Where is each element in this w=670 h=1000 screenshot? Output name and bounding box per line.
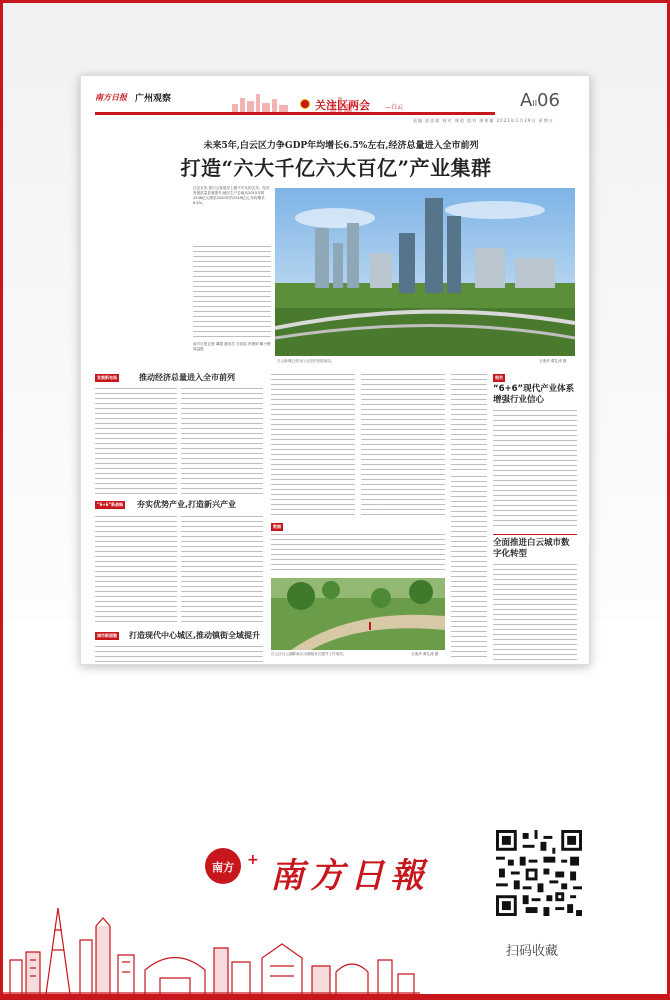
section-tag-4: 数据 bbox=[273, 524, 281, 529]
brand-logo: 南方日报 bbox=[95, 92, 127, 102]
edition-name: 广州观察 bbox=[135, 94, 172, 104]
data-box-text bbox=[271, 534, 445, 574]
byline: 南方日报记者 谭超 通讯员 石钊铭 肖惠婷 隋小俊 周益胜 bbox=[193, 342, 271, 351]
photo2-credit: 石迪华 谭礼涛 摄 bbox=[411, 652, 439, 656]
emblem-icon bbox=[300, 99, 310, 109]
masthead bbox=[95, 88, 575, 128]
body-column-3 bbox=[95, 516, 177, 626]
skyline-photo bbox=[275, 188, 575, 356]
side-rule bbox=[493, 534, 577, 535]
section-tag-3: 城市新面貌 bbox=[97, 633, 117, 638]
svg-text:南方: 南方 bbox=[212, 861, 234, 874]
guangzhou-skyline-illustration bbox=[0, 900, 420, 994]
side-title-2: 全面推进白云城市数字化转型 bbox=[493, 538, 570, 559]
body-column-6 bbox=[271, 374, 355, 519]
section-title-1: 推动经济总量进入全市前列 bbox=[139, 373, 235, 382]
section-tag-1: 发展新布局 bbox=[97, 375, 117, 380]
qr-code[interactable] bbox=[496, 830, 582, 916]
photo-credit: 石迪华 谭礼涛 摄 bbox=[539, 359, 567, 363]
scan-to-save-label: 扫码收藏 bbox=[506, 944, 559, 959]
page-sub: II bbox=[532, 99, 538, 108]
article-subhead: 未来5年,白云区力争GDP年均增长6.5%左右,经济总量进入全市前列 bbox=[203, 141, 479, 151]
nanfang-plus-logo-icon bbox=[205, 846, 261, 886]
section-title-3: 打造现代中心城区,推动镇街全域提升 bbox=[129, 631, 261, 640]
page-digits: 06 bbox=[537, 90, 560, 111]
section-tag-2: “6+6”新战略 bbox=[97, 502, 124, 507]
section-title-2: 夯实优势产业,打造新兴产业 bbox=[137, 500, 237, 509]
lede-text: 过去五年,是白云发展史上极不平凡的五年。经济发展质量显著提升,地区生产总值从2015年的1538亿元增至2020年的2249亿元,年均增长6.4%。 bbox=[193, 186, 270, 205]
photo2-caption: 白云区白云湖畔新区出境服务区提升工作成效。 bbox=[271, 652, 347, 656]
district-label: —白云 bbox=[385, 104, 404, 111]
newspaper-logo: 南方日報 bbox=[270, 856, 430, 896]
body-column-1 bbox=[95, 388, 177, 496]
side-column-2 bbox=[493, 564, 577, 660]
masthead-rule bbox=[95, 112, 495, 115]
body-column-5 bbox=[95, 646, 263, 662]
body-column-9 bbox=[451, 476, 487, 660]
page-number bbox=[520, 90, 560, 111]
svg-text:+: + bbox=[247, 852, 259, 868]
side-column-1 bbox=[493, 410, 577, 530]
photo-caption: 白云新城已成为白云经济发展前沿。 bbox=[277, 359, 335, 363]
body-column-4 bbox=[181, 516, 263, 626]
page-meta: 责编 彭思霖 校对 康道 组对 康伟雄 2021年1月29日 星期五 bbox=[413, 118, 554, 123]
section-title: 关注区两会 bbox=[315, 99, 370, 112]
side-tag: 相关 bbox=[495, 375, 503, 380]
lede-continued bbox=[193, 246, 271, 338]
bottom-red-bar bbox=[0, 994, 670, 1000]
side-title-1: “6+6”现代产业体系增强行业信心 bbox=[493, 384, 575, 405]
page-letter: A bbox=[520, 90, 533, 111]
body-column-8 bbox=[451, 374, 487, 470]
newspaper-page[interactable] bbox=[80, 75, 590, 665]
park-photo bbox=[271, 578, 445, 650]
body-column-2 bbox=[181, 388, 263, 496]
article-headline: 打造“六大千亿六大百亿”产业集群 bbox=[180, 156, 492, 180]
body-column-7 bbox=[361, 374, 445, 519]
